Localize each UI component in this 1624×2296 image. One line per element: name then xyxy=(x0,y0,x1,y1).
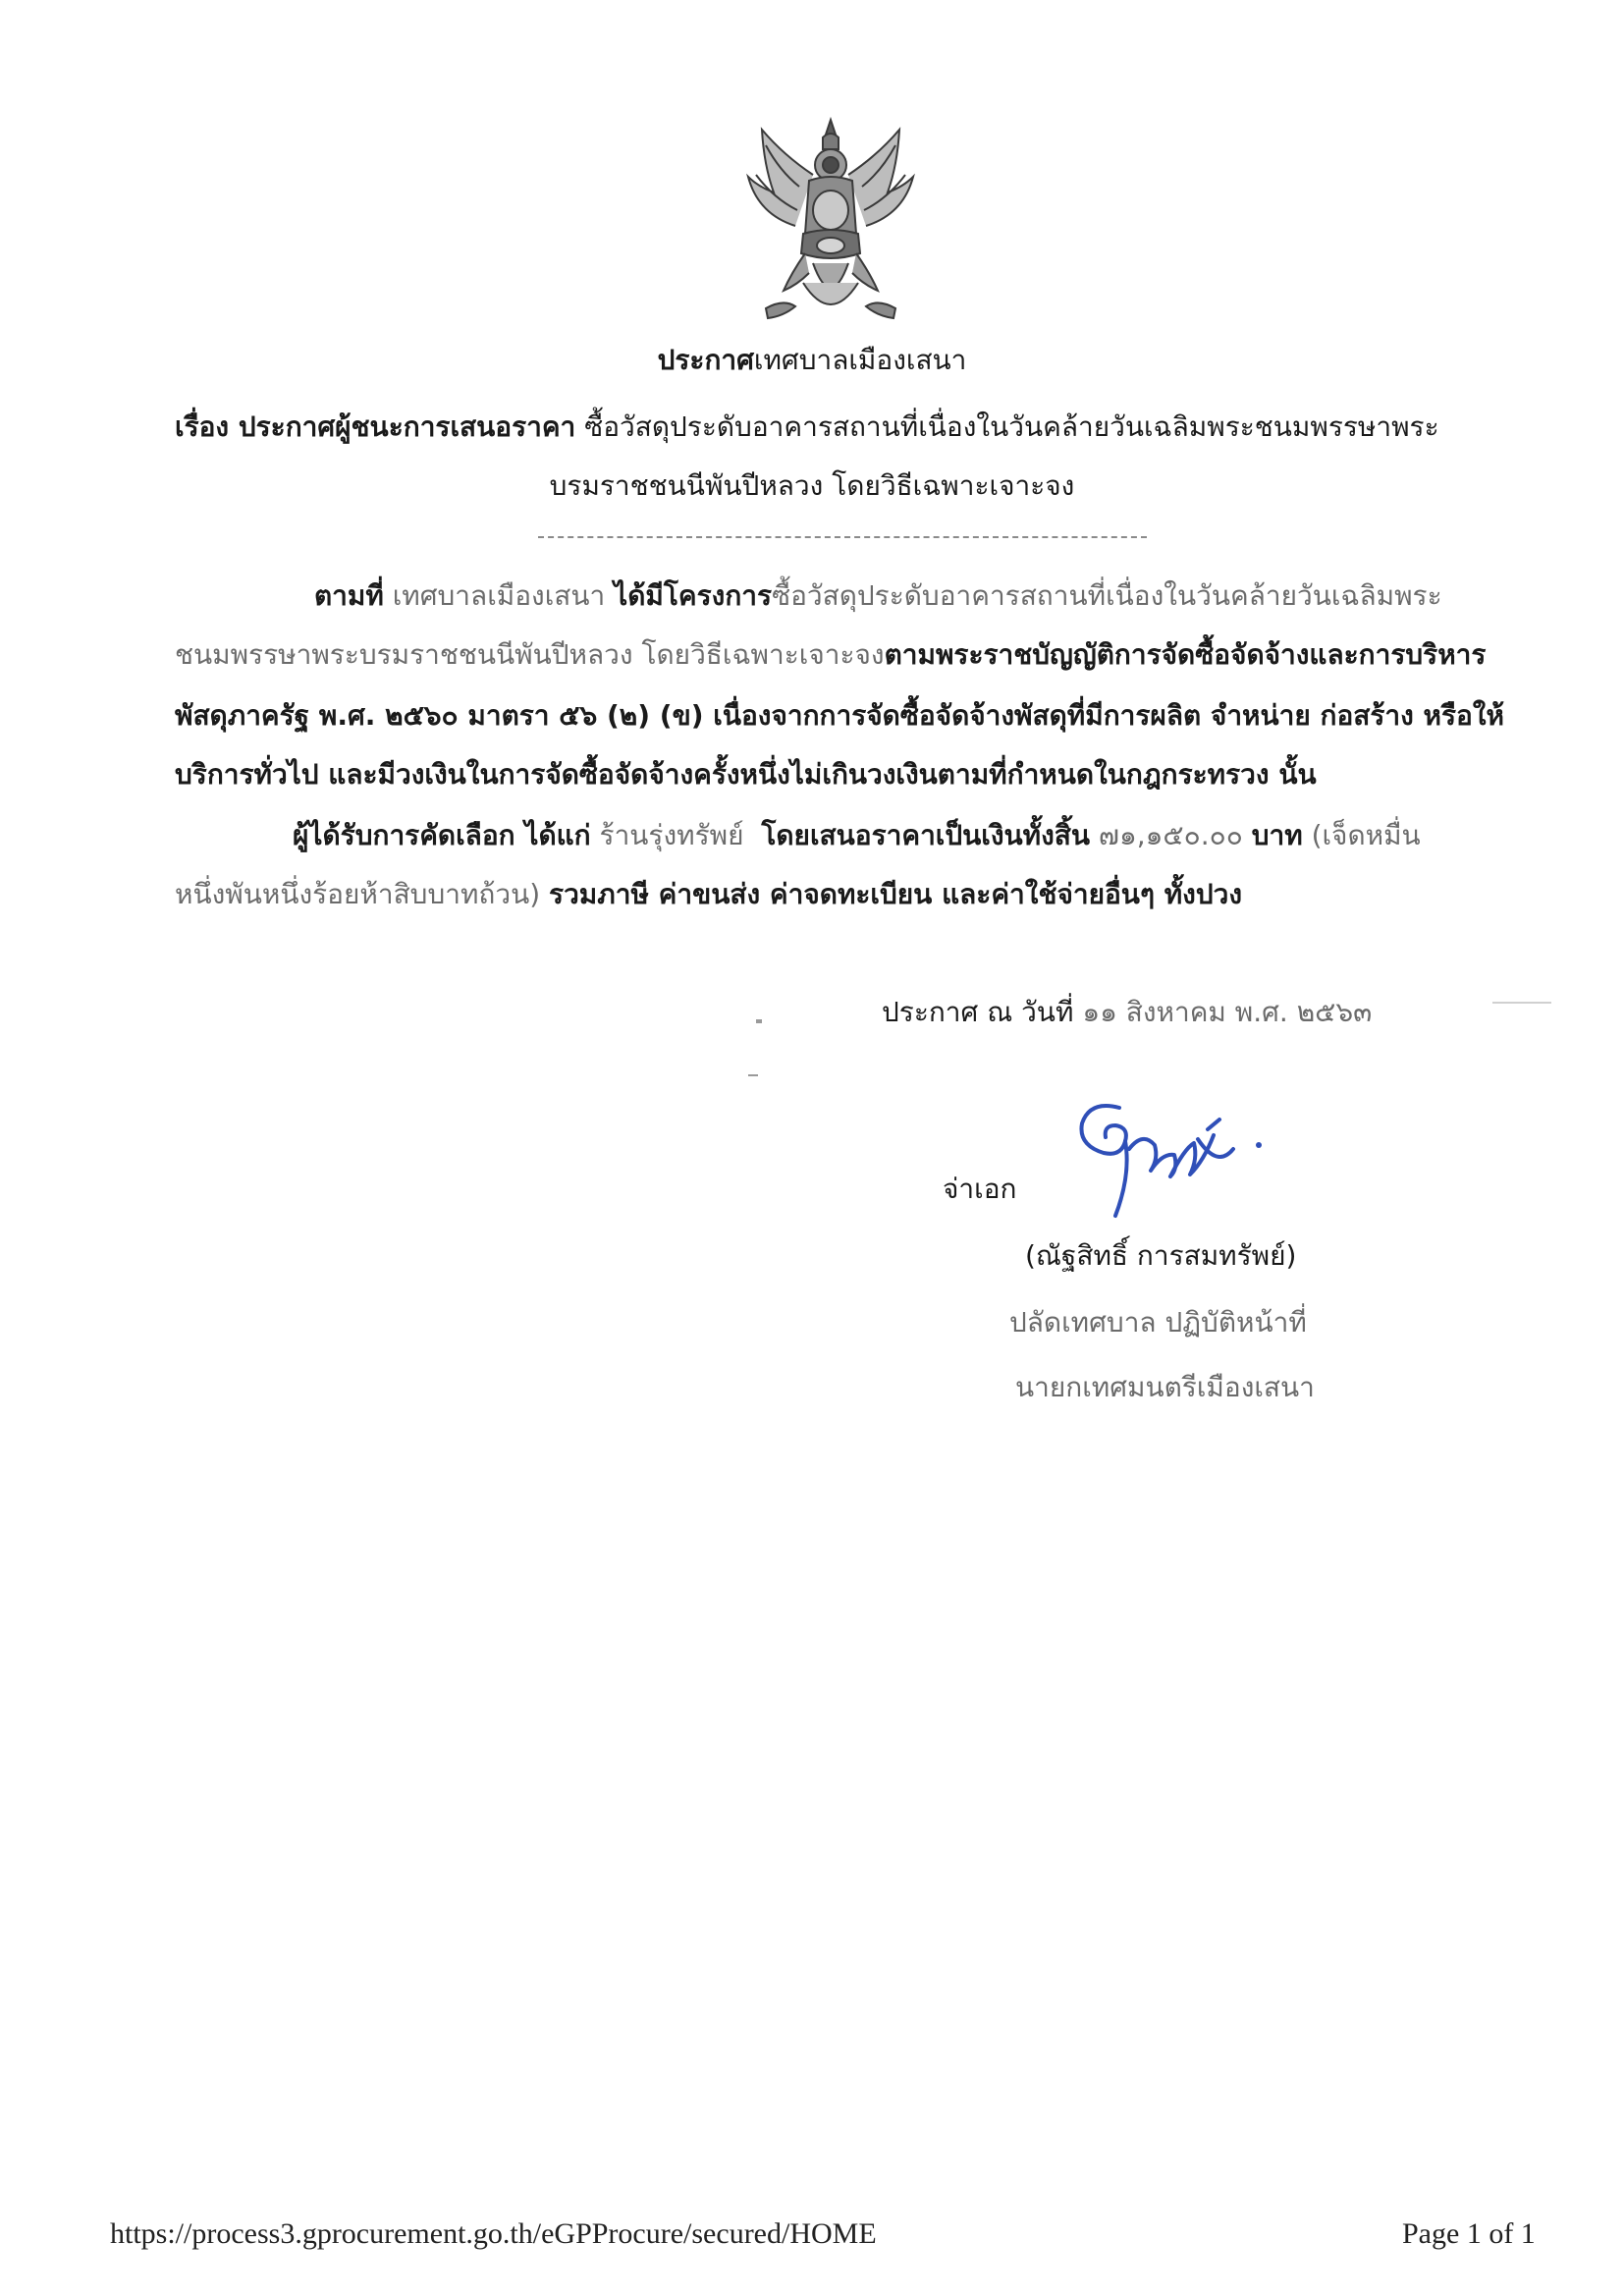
p2-currency: บาท xyxy=(1251,819,1303,851)
header-organization: เทศบาลเมืองเสนา xyxy=(753,344,967,376)
p1-org: เทศบาลเมืองเสนา xyxy=(392,579,606,612)
garuda-emblem-icon xyxy=(744,116,917,330)
p2-tail: รวมภาษี ค่าขนส่ง ค่าจดทะเบียน และค่าใช้จ่ายอื่นๆ ทั้งปวง xyxy=(549,878,1243,910)
p2-offer: โดยเสนอราคาเป็นเงินทั้งสิ้น xyxy=(761,819,1091,851)
subject-label: เรื่อง ประกาศผู้ชนะการเสนอราคา xyxy=(175,410,576,443)
date-label: ประกาศ ณ วันที่ xyxy=(882,996,1074,1028)
footer-url: https://process3.gprocurement.go.th/eGPProcure/secured/HOME xyxy=(110,2217,877,2250)
p1-law-a: ตามพระราชบัญญัติการจัดซื้อจัดจ้างและการบริหาร xyxy=(884,638,1487,671)
handwritten-signature xyxy=(1060,1080,1276,1228)
date-value: ๑๑ สิงหาคม พ.ศ. ๒๕๖๓ xyxy=(1082,996,1373,1028)
paragraph-1-line-4: บริการทั่วไป และมีวงเงินในการจัดซื้อจัดจ้างครั้งหนึ่งไม่เกินวงเงินตามที่กำหนดในกฎกระทรวง นั้น xyxy=(175,758,1317,791)
p2-lead: ผู้ได้รับการคัดเลือก ได้แก่ xyxy=(293,819,591,851)
signatory-position-2: นายกเทศมนตรีเมืองเสนา xyxy=(1015,1371,1315,1403)
p2-words-b: หนึ่งพันหนึ่งร้อยห้าสิบบาทถ้วน) xyxy=(175,878,541,910)
paragraph-1-line-3: พัสดุภาครัฐ พ.ศ. ๒๕๖๐ มาตรา ๕๖ (๒) (ข) เนื่องจากการจัดซื้อจัดจ้างพัสดุที่มีการผลิต จำหน่าย ก่อสร้าง หรือให้ xyxy=(175,699,1504,732)
p1-project-b: ชนมพรรษาพระบรมราชชนนีพันปีหลวง โดยวิธีเฉพาะเจาะจง xyxy=(175,638,885,671)
p2-vendor: ร้านรุ่งทรัพย์ xyxy=(599,819,744,851)
subject-line-2: บรมราชชนนีพันปีหลวง โดยวิธีเฉพาะเจาะจง xyxy=(549,469,1075,502)
paragraph-1-line-2 xyxy=(175,638,1486,672)
p1-project-a: ซื้อวัสดุประดับอาคารสถานที่เนื่องในวันคล้ายวันเฉลิมพระ xyxy=(772,579,1442,612)
subject-line-1 xyxy=(175,410,1439,444)
paragraph-1-line-1 xyxy=(314,579,1442,613)
announcement-date xyxy=(882,996,1372,1029)
announcement-header xyxy=(0,344,1624,377)
p1-mid: ได้มีโครงการ xyxy=(614,579,773,612)
scan-speck xyxy=(748,1074,758,1076)
signatory-name: (ณัฐสิทธิ์ การสมทรัพย์) xyxy=(1025,1239,1297,1272)
p2-words-a: (เจ็ดหมื่น xyxy=(1311,819,1421,851)
paragraph-2-line-2 xyxy=(175,878,1242,911)
p1-lead: ตามที่ xyxy=(314,579,384,612)
header-prefix: ประกาศ xyxy=(657,344,754,376)
scan-speck xyxy=(756,1019,762,1023)
separator-divider xyxy=(538,536,1147,538)
paragraph-2-line-1 xyxy=(293,819,1421,852)
signatory-position-1: ปลัดเทศบาล ปฏิบัติหน้าที่ xyxy=(1009,1306,1307,1339)
p2-amount: ๗๑,๑๕๐.๐๐ xyxy=(1098,819,1243,851)
signatory-rank: จ่าเอก xyxy=(943,1173,1017,1205)
scan-speck xyxy=(1492,1002,1551,1004)
footer-page-number: Page 1 of 1 xyxy=(1402,2217,1536,2250)
subject-text-1: ซื้อวัสดุประดับอาคารสถานที่เนื่องในวันคล้ายวันเฉลิมพระชนมพรรษาพระ xyxy=(584,410,1439,443)
